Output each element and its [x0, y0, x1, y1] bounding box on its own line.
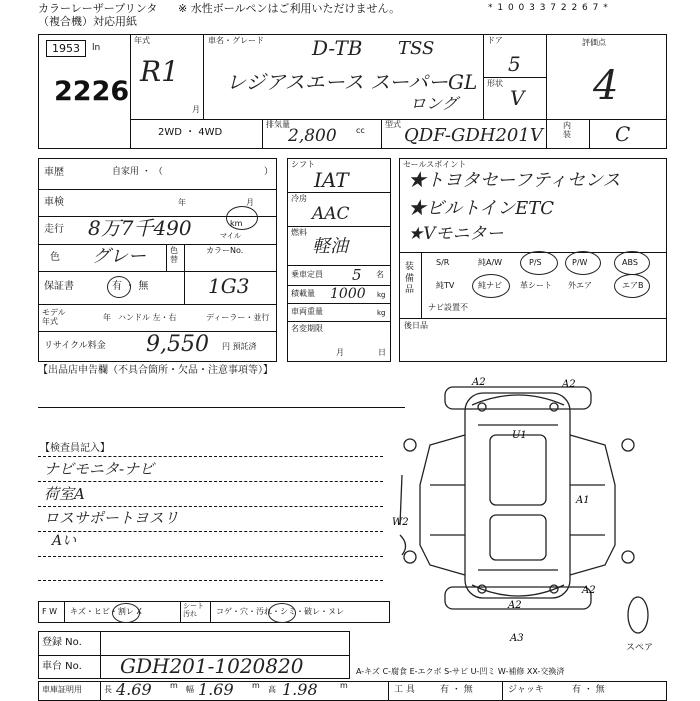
serial-number: * 1 0 0 3 3 7 2 2 6 7 *	[488, 3, 609, 13]
seat-label: シート汚れ	[183, 602, 204, 618]
equip-outer-air: 外エア	[568, 281, 592, 290]
mark-front-left: A2	[472, 377, 486, 388]
mileage-unit-mile: マイル	[220, 232, 241, 240]
mileage-unit-km: km	[230, 219, 243, 228]
ac-value: AAC	[312, 204, 350, 224]
tools-options: 有 ・ 無	[440, 685, 473, 695]
mark-front-right: A2	[562, 379, 576, 390]
rear-label: 後日品	[404, 321, 428, 330]
load-unit: kg	[377, 291, 386, 299]
history-label: 車歴	[44, 167, 64, 178]
model-value: QDF-GDH201V	[404, 125, 543, 146]
mark-right-side: A1	[576, 495, 590, 506]
pw-circle	[565, 251, 601, 275]
equip-sr: S/R	[436, 258, 450, 267]
pen-note: ※ 水性ボールペンはご利用いただけません。	[178, 2, 401, 15]
height-value: 1.98	[282, 680, 318, 699]
mileage-value: 8万7千490	[88, 216, 192, 240]
lot-small: 1953	[52, 42, 80, 55]
year-label: 年式	[134, 36, 150, 45]
width-value: 1.69	[198, 680, 234, 699]
model-year-unit: 年	[103, 313, 111, 322]
spare-label: スペア	[626, 643, 654, 653]
model-year-label: モデル年式	[42, 308, 66, 326]
capacity-label: 乗車定員	[291, 270, 323, 279]
color-no-label: カラーNo.	[206, 246, 244, 255]
door-value: 5	[508, 52, 521, 76]
fw-label: F W	[42, 607, 58, 616]
month-label: 月	[192, 105, 200, 114]
shift-label: シフト	[291, 160, 315, 169]
km-circle	[226, 206, 258, 230]
airbag-circle	[614, 274, 650, 298]
equip-navi: 純ナビ	[478, 281, 502, 290]
note-line-4: Aい	[52, 533, 77, 549]
width-label: 幅	[186, 685, 194, 694]
score-value: 4	[593, 63, 619, 109]
displacement-value: 2,800	[288, 126, 337, 146]
model-label: 型式	[385, 120, 401, 129]
inspector-label: 【検査員記入】	[40, 443, 110, 454]
reg-label: 名変期限	[291, 324, 323, 333]
warranty-options: 有 ・ 無	[112, 281, 149, 292]
mark-rear-bumper: A2	[508, 600, 522, 611]
dealer-label: ディーラー・並行	[206, 313, 270, 322]
history-value: 自家用 ・ （	[112, 167, 163, 177]
warranty-circle	[107, 276, 131, 298]
equip-ps: P/S	[529, 258, 542, 267]
equip-aw: 純A/W	[478, 258, 503, 267]
abs-circle	[614, 251, 650, 275]
ac-label: 冷房	[291, 194, 307, 203]
height-unit: m	[340, 681, 348, 690]
mark-rear-bottom: A3	[510, 633, 524, 644]
reg-no-label: 登録 No.	[42, 637, 82, 648]
reg-month: 月	[336, 348, 344, 357]
shift-value: IAT	[314, 168, 349, 192]
interior-label: 内装	[563, 121, 571, 139]
score-label: 評価点	[582, 38, 606, 47]
tools-label: 工 具	[394, 685, 415, 695]
car-damage-diagram	[390, 375, 670, 650]
fuel-label: 燃料	[291, 228, 307, 237]
grade-code: D-TB	[312, 36, 363, 60]
drive-label: 2WD ・ 4WD	[158, 127, 223, 138]
warranty-label: 保証書	[44, 281, 74, 292]
history-close: ）	[264, 167, 274, 177]
inspection-label: 車検	[44, 197, 64, 208]
cert-label: 車庫証明用	[42, 685, 82, 694]
printer-note-2: （複合機）対応用紙	[38, 15, 137, 28]
interior-value: C	[615, 122, 631, 146]
grade-code-2: TSS	[398, 38, 435, 59]
sales-point-3: ★Vモニター	[408, 224, 504, 244]
jack-label: ジャッキ	[508, 685, 544, 695]
color-value: グレー	[92, 246, 146, 267]
color-change: 色替	[170, 246, 178, 264]
mark-roof: U1	[512, 430, 527, 441]
weight-unit: kg	[377, 309, 386, 317]
note-line-1: ナビモニタ-ナビ	[44, 460, 155, 478]
lot-unit: ln	[92, 43, 101, 53]
note-line-2: 荷室A	[44, 485, 85, 503]
reg-day: 日	[378, 348, 386, 357]
jack-options: 有 ・ 無	[572, 685, 605, 695]
printer-note: カラーレーザープリンタ	[38, 2, 158, 15]
load-label: 積載量	[291, 289, 315, 298]
note-line-3: ロスサポートヨスリ	[44, 509, 179, 527]
length-label: 長	[104, 685, 112, 694]
door-label: ドア	[487, 36, 503, 45]
inspection-month: 月	[246, 198, 254, 207]
recycle-value: 9,550	[146, 332, 209, 357]
length-unit: m	[170, 681, 178, 690]
equipment-label: 装備品	[405, 262, 415, 296]
equip-pw: P/W	[572, 258, 588, 267]
displacement-unit: cc	[356, 126, 365, 135]
capacity-value: 5	[352, 266, 362, 284]
mark-left-side: W2	[392, 517, 409, 528]
equip-tv: 純TV	[436, 281, 455, 290]
capacity-unit: 名	[376, 270, 384, 279]
name-label: 車名・グレード	[208, 36, 264, 45]
sales-point-2: ★ビルトインETC	[408, 198, 555, 219]
load-value: 1000	[330, 286, 366, 302]
fw-items: キズ・ヒビ・割レ X	[70, 607, 142, 616]
equip-leather: 革シート	[520, 281, 552, 290]
handle-label: ハンドル 左・右	[118, 313, 177, 322]
car-name-2: ロング	[410, 94, 458, 113]
recycle-label: リサイクル料金	[44, 341, 106, 351]
color-label: 色	[50, 252, 60, 263]
chassis-value: GDH201-1020820	[120, 654, 304, 678]
mileage-label: 走行	[44, 224, 64, 235]
equip-airbag: エアB	[622, 281, 644, 290]
chassis-label: 車台 No.	[42, 661, 82, 672]
dirt-circle	[268, 603, 296, 623]
sales-points-label: セールスポイント	[403, 160, 467, 169]
inspection-year: 年	[178, 198, 186, 207]
fuel-value: 軽油	[312, 236, 348, 257]
width-unit: m	[252, 681, 260, 690]
mark-rear-right: A2	[582, 585, 596, 596]
sales-point-1: ★トヨタセーフティセンス	[408, 170, 621, 191]
recycle-unit: 円 預託済	[222, 342, 257, 351]
shape-label: 形状	[487, 79, 503, 88]
legend: A-キズ C-腐食 E-エクボ S-サビ U-凹ミ W-補修 XX-交換済	[356, 667, 565, 676]
navi-label: ナビ設置不	[428, 303, 468, 312]
crack-circle	[112, 603, 140, 623]
height-label: 高	[268, 685, 276, 694]
car-name: レジアスエース スーパーGL	[226, 70, 478, 94]
ps-circle	[520, 251, 558, 275]
length-value: 4.69	[116, 680, 152, 699]
year-value: R1	[140, 55, 179, 88]
color-no-value: 1G3	[208, 274, 250, 298]
weight-label: 車両重量	[291, 307, 323, 316]
equip-abs: ABS	[622, 258, 638, 267]
shape-value: V	[510, 86, 525, 110]
displacement-label: 排気量	[266, 120, 290, 129]
car-body-outline	[465, 393, 570, 598]
exhibitor-label: 【出品店申告欄（不具合箇所・欠品・注意事項等）】	[38, 365, 273, 376]
seat-items: コゲ・穴・汚れ・シミ・破レ・ヌレ	[216, 607, 344, 616]
lot-number: 2226	[54, 76, 130, 107]
navi-circle	[472, 274, 510, 298]
